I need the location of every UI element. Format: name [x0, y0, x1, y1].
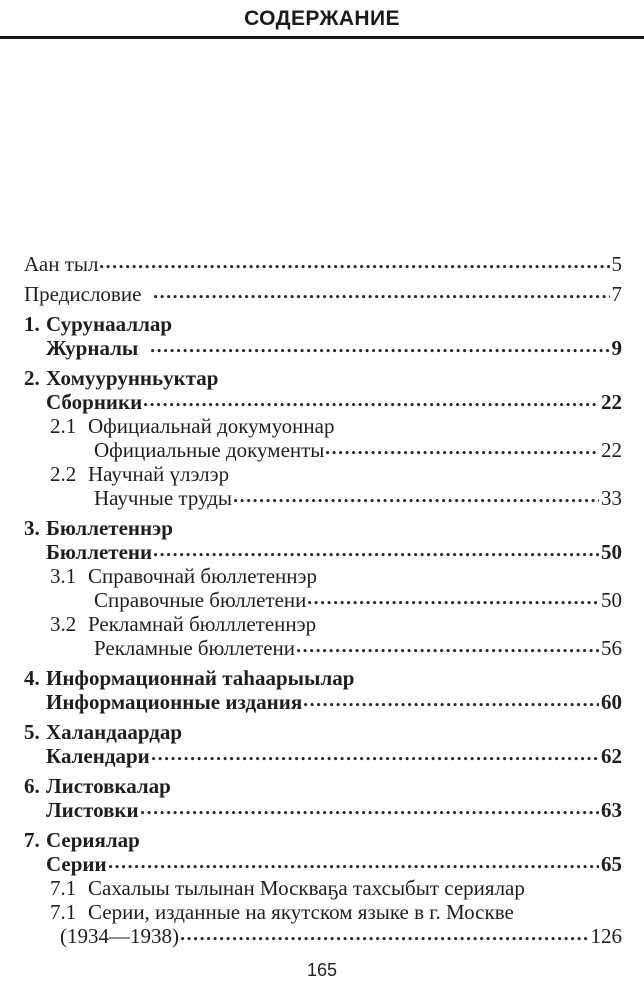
toc-row	[24, 414, 622, 438]
toc-row	[24, 612, 622, 636]
toc-row	[24, 798, 622, 822]
toc-entry-title: Серии, изданные на якутском языке в г. Москве	[88, 900, 514, 924]
page-header	[0, 0, 644, 39]
toc-row	[24, 720, 622, 744]
page-footer	[0, 960, 644, 981]
table-of-contents	[24, 252, 622, 948]
toc-entry-number: 3.	[24, 516, 40, 540]
dot-leader	[100, 265, 609, 270]
toc-row	[24, 636, 622, 660]
toc-entry-number: 1.	[24, 312, 40, 336]
dot-leader	[308, 601, 599, 606]
toc-row	[24, 666, 622, 690]
toc-entry-number: 3.1	[50, 564, 77, 588]
toc-entry-title: Календари	[46, 744, 150, 768]
toc-page-number: 56	[601, 636, 622, 660]
toc-row	[24, 924, 622, 948]
toc-row	[24, 744, 622, 768]
toc-entry-title: Сериялар	[46, 828, 140, 852]
toc-entry-number: 2.2	[50, 462, 77, 486]
toc-row	[24, 828, 622, 852]
toc-row	[24, 588, 622, 612]
page-title: СОДЕРЖАНИЕ	[244, 7, 400, 30]
dot-leader	[109, 865, 599, 870]
toc-page-number: 50	[601, 588, 622, 612]
header-rule	[0, 36, 644, 39]
toc-page-number: 33	[601, 486, 622, 510]
toc-entry-title: Бюллетеннэр	[46, 516, 173, 540]
dot-leader	[234, 499, 599, 504]
toc-row	[24, 252, 622, 276]
toc-rows-container	[24, 252, 622, 948]
toc-row	[24, 336, 622, 360]
toc-entry-title: Официальнай докумуоннар	[88, 414, 335, 438]
toc-page-number: 126	[590, 924, 622, 948]
folio-page-number: 165	[306, 960, 338, 980]
toc-entry-number: 5.	[24, 720, 40, 744]
toc-entry-title: Информационнай таһаарыылар	[46, 666, 355, 690]
dot-leader	[152, 757, 599, 762]
toc-entry-number: 4.	[24, 666, 40, 690]
toc-entry-title: Рекламные бюллетени	[94, 636, 296, 660]
toc-row	[24, 540, 622, 564]
toc-row	[24, 366, 622, 390]
toc-entry-title: Научные труды	[94, 486, 233, 510]
toc-page-number: 60	[601, 690, 622, 714]
toc-entry-title: Научнай үлэлэр	[88, 462, 230, 486]
toc-row	[24, 462, 622, 486]
dot-leader	[326, 451, 599, 456]
toc-page-number: 22	[601, 438, 622, 462]
toc-entry-title: Хомуурунньуктар	[46, 366, 219, 390]
toc-row	[24, 438, 622, 462]
toc-entry-number: 3.2	[50, 612, 77, 636]
toc-page-number: 5	[611, 252, 622, 276]
toc-page-number: 65	[601, 852, 622, 876]
toc-entry-title: Предисловие	[24, 282, 142, 306]
toc-entry-title: Сурунааллар	[46, 312, 173, 336]
dot-leader	[154, 295, 609, 300]
dot-leader	[141, 811, 599, 816]
dot-leader	[297, 649, 599, 654]
toc-page-number: 22	[601, 390, 622, 414]
dot-leader	[144, 403, 599, 408]
toc-entry-number: 7.1	[50, 900, 77, 924]
toc-row	[24, 312, 622, 336]
toc-entry-number: 2.1	[50, 414, 77, 438]
toc-entry-title: Листовки	[46, 798, 139, 822]
toc-entry-title: Информационные издания	[46, 690, 303, 714]
dot-leader	[154, 553, 599, 558]
toc-row	[24, 486, 622, 510]
toc-entry-title: Серии	[46, 852, 107, 876]
toc-entry-title: Сахалыы тылынан Москваҕа тахсыбыт сериялар	[88, 876, 525, 900]
dot-leader	[304, 703, 599, 708]
toc-row	[24, 852, 622, 876]
dot-leader	[151, 349, 609, 354]
toc-row	[24, 900, 622, 924]
toc-row	[24, 282, 622, 306]
toc-entry-title: Справочнай бюллетеннэр	[88, 564, 318, 588]
toc-row	[24, 564, 622, 588]
toc-entry-number: 2.	[24, 366, 40, 390]
toc-entry-title: Официальные документы	[94, 438, 325, 462]
toc-page-number: 63	[601, 798, 622, 822]
toc-entry-title: (1934—1938)	[60, 924, 179, 948]
toc-row	[24, 774, 622, 798]
toc-page-number: 50	[601, 540, 622, 564]
toc-entry-title: Рекламнай бюлллетеннэр	[88, 612, 317, 636]
toc-entry-number: 6.	[24, 774, 40, 798]
toc-entry-title: Халандаардар	[46, 720, 183, 744]
toc-entry-number: 7.1	[50, 876, 77, 900]
toc-row	[24, 516, 622, 540]
dot-leader	[181, 937, 589, 942]
toc-entry-number: 7.	[24, 828, 40, 852]
toc-page-number: 62	[601, 744, 622, 768]
toc-row	[24, 390, 622, 414]
toc-page-number: 9	[611, 336, 622, 360]
toc-entry-title: Бюллетени	[46, 540, 153, 564]
toc-entry-title: Справочные бюллетени	[94, 588, 307, 612]
toc-entry-title: Аан тыл	[24, 252, 99, 276]
toc-entry-title: Журналы	[46, 336, 139, 360]
toc-row	[24, 690, 622, 714]
toc-page-number: 7	[611, 282, 622, 306]
toc-entry-title: Сборники	[46, 390, 143, 414]
toc-entry-title: Листовкалар	[46, 774, 171, 798]
toc-row	[24, 876, 622, 900]
